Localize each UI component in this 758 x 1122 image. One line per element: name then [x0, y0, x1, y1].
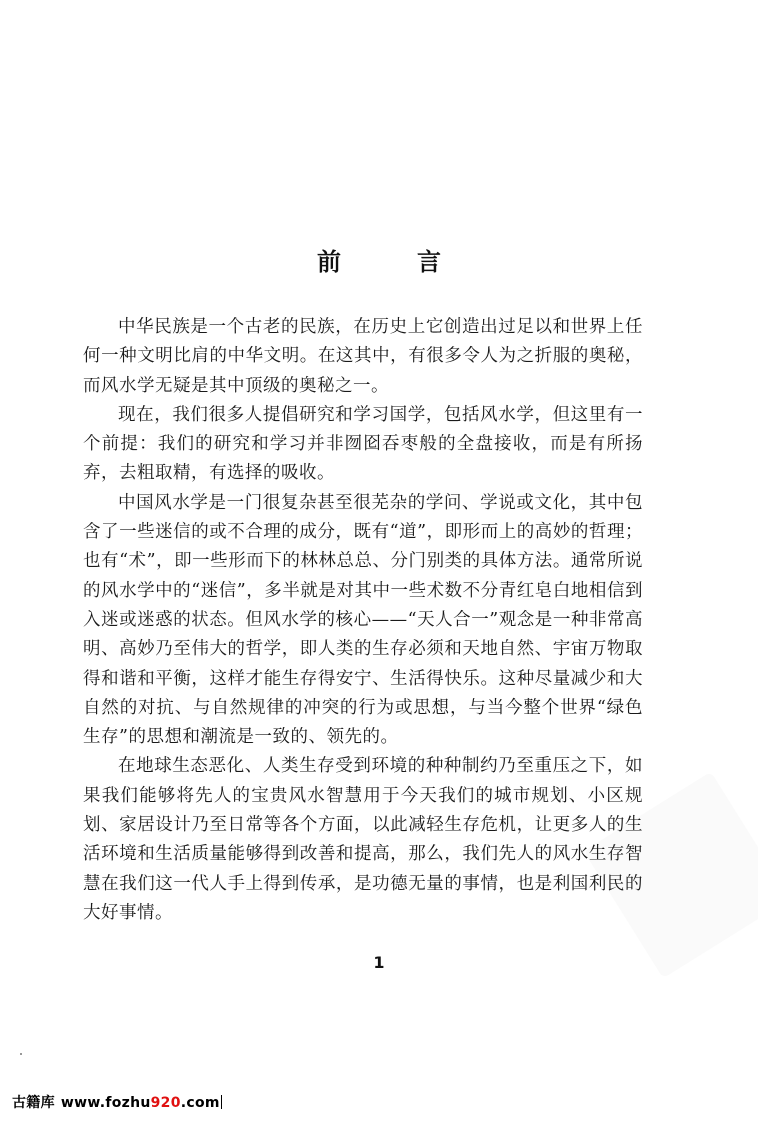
paragraph-4: 在地球生态恶化、人类生存受到环境的种种制约乃至重压之下，如果我们能够将先人的宝贵风水智慧用于今天我们的城市规划、小区规划、家居设计乃至日常等各个方面，以此减轻生存危机，让更多人的生活环境和生活质量能够得到改善和提高，那么，我们先人的风水生存智慧在我们这一代人手上得到传承，是功德无量的事情，也是利国利民的大好事情。	[83, 756, 643, 923]
footer-url-prefix: www.fozhu	[60, 1095, 151, 1111]
paragraph-2: 现在，我们很多人提倡研究和学习国学，包括风水学，但这里有一个前提：我们的研究和学习并非囫囵吞枣般的全盘接收，而是有所扬弃，去粗取精，有选择的吸收。	[83, 404, 643, 484]
scan-dot	[20, 1053, 22, 1055]
paragraph-3: 中国风水学是一门很复杂甚至很芜杂的学问、学说或文化，其中包含了一些迷信的或不合理的成分，既有“道”，即形而上的高妙的哲理；也有“术”，即一些形而下的林林总总、分门别类的具体方法。通常所说的风水学中的“迷信”，多半就是对其中一些术数不分青红皂白地相信到入迷或迷惑的状态。但风水学的核心——“天人合一”观念是一种非常高明、高妙乃至伟大的哲学，即人类的生存必须和天地自然、宇宙万物取得和谐和平衡，这样才能生存得安宁、生活得快乐。这种尽量减少和大自然的对抗、与自然规律的冲突的行为或思想，与当今整个世界“绿色生存”的思想和潮流是一致的、领先的。	[83, 492, 643, 748]
page-number: 1	[373, 953, 385, 972]
footer-brand: 古籍库	[12, 1095, 55, 1111]
page-title: 前 言	[317, 247, 467, 277]
body-text	[83, 313, 643, 928]
paragraph-1: 中华民族是一个古老的民族，在历史上它创造出过足以和世界上任何一种文明比肩的中华文明。在这其中，有很多令人为之折服的奥秘，而风水学无疑是其中顶级的奥秘之一。	[83, 317, 643, 396]
footer-url-suffix: .com	[180, 1095, 220, 1111]
footer-url-number: 920	[150, 1095, 181, 1111]
text-cursor-icon	[221, 1095, 222, 1109]
footer-site-credit[interactable]	[12, 1092, 222, 1112]
